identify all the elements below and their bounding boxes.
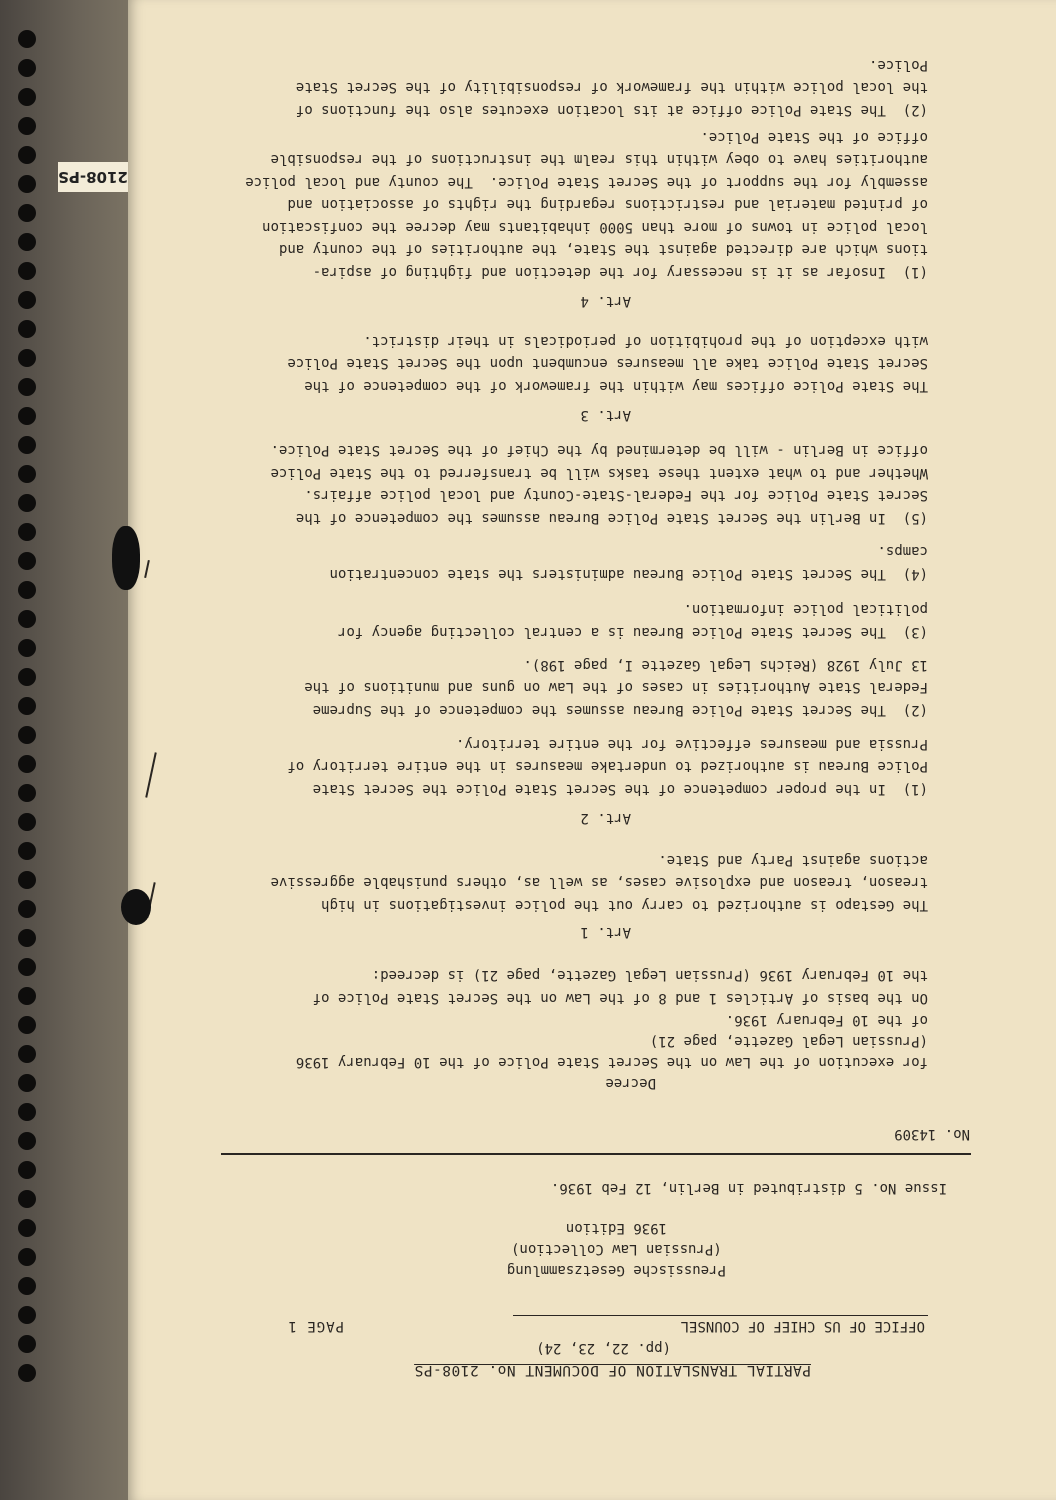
art-4-para-1: (1) Insofar as it is necessary for the detection and fighting of aspira- tions which are directed against the State, the authorities of the county and local police in towns of more than 5000 inhabitants may decree the confiscation of printed material and restrictions regarding the rights of association and assembly for the support of the Secret State Police. The county and local police authorities have to obey within this realm the instructions of the responsible office of the State Police. [245, 129, 928, 280]
decree-title: Decree [605, 1075, 656, 1091]
office-line: OFFICE OF US CHIEF OF COUNSEL [680, 1318, 925, 1334]
side-document-stamp: 2108-PS [58, 162, 128, 192]
document-title: PARTIAL TRANSLATION OF DOCUMENT No. 2108-PS [414, 1362, 811, 1378]
preamble: On the basis of Articles 1 and 8 of the Law on the Secret State Police of the 10 February 1936 (Prussian Legal Gazette, page 21) is decreed: [312, 967, 928, 1006]
art-2-para-5: (5) In Berlin the Secret State Police Bureau assumes the competence of the Secret State Police for the Federal-State-County and local police affairs. Whether and to what extent these tasks will be transferred to the State Police office in Berlin - will be determined by the Chief of the Secret State Police. [270, 442, 928, 526]
ink-blot [112, 526, 140, 590]
art-4-para-2: (2) The State Police office at its location executes also the functions of the local police within the framework of responsibility of the Secret State Police. [295, 57, 928, 118]
document-content [128, 0, 1056, 1500]
page-number: PAGE 1 [287, 1318, 344, 1334]
art-4-heading: Art. 4 [580, 293, 631, 309]
section-rule [221, 1153, 971, 1155]
punch-holes [18, 30, 40, 1393]
decree-sub-3: of the 10 February 1936. [725, 1012, 928, 1028]
page-range: (pp. 22, 23, 24) [536, 1340, 671, 1356]
decree-sub-2: (Prussian Legal Gazette, page 21) [649, 1033, 928, 1049]
art-2-para-1: (1) In the proper competence of the Secret State Police the Secret State Police Bureau is authorized to undertake measures in the entire territory of Prussia and measures effective for the entire territory. [287, 736, 928, 797]
source-line-3: 1936 Edition [565, 1220, 667, 1236]
decree-sub-1: for execution of the Law on the Secret State Police of the 10 February 1936 [295, 1054, 928, 1070]
issue-line: Issue No. 5 distributed in Berlin, 12 Feb 1936. [550, 1180, 947, 1196]
source-block [507, 1217, 726, 1280]
art-1-heading: Art. 1 [580, 924, 631, 940]
margin-pencil-mark [144, 560, 150, 578]
art-1-text: The Gestapo is authorized to carry out the police investigations in high treason, treason and explosive cases, as well as, others punishable aggressive actions against Party and State. [270, 852, 928, 913]
decree-subtitle [296, 1009, 928, 1072]
art-2-para-4: (4) The Secret State Police Bureau administers the state concentration camps. [329, 543, 928, 582]
art-2-para-3: (3) The Secret State Police Bureau is a central collecting agency for political police information. [337, 601, 928, 640]
source-line-1: Preussische Gesetzsammlung [506, 1262, 726, 1278]
art-3-heading: Art. 3 [580, 407, 631, 423]
art-2-heading: Art. 2 [580, 810, 631, 826]
ink-blot [121, 889, 151, 925]
header-rule [513, 1315, 928, 1316]
art-2-para-2: (2) The Secret State Police Bureau assumes the competence of the Supreme Federal State Authorities in cases of the Law on guns and munitions of the 13 July 1928 (Reichs Legal Gazette I, page 198). [304, 657, 928, 718]
binder-strip [0, 0, 128, 1500]
art-3-text: The State Police offices may within the framework of the competence of the Secret State Police take all measures encumbent upon the Secret State Police with exception of the prohibition of periodicals in their district. [287, 333, 928, 394]
margin-pencil-mark [145, 752, 157, 797]
document-number: No. 14309 [894, 1126, 970, 1142]
source-line-2: (Prussian Law Collection) [511, 1241, 722, 1257]
